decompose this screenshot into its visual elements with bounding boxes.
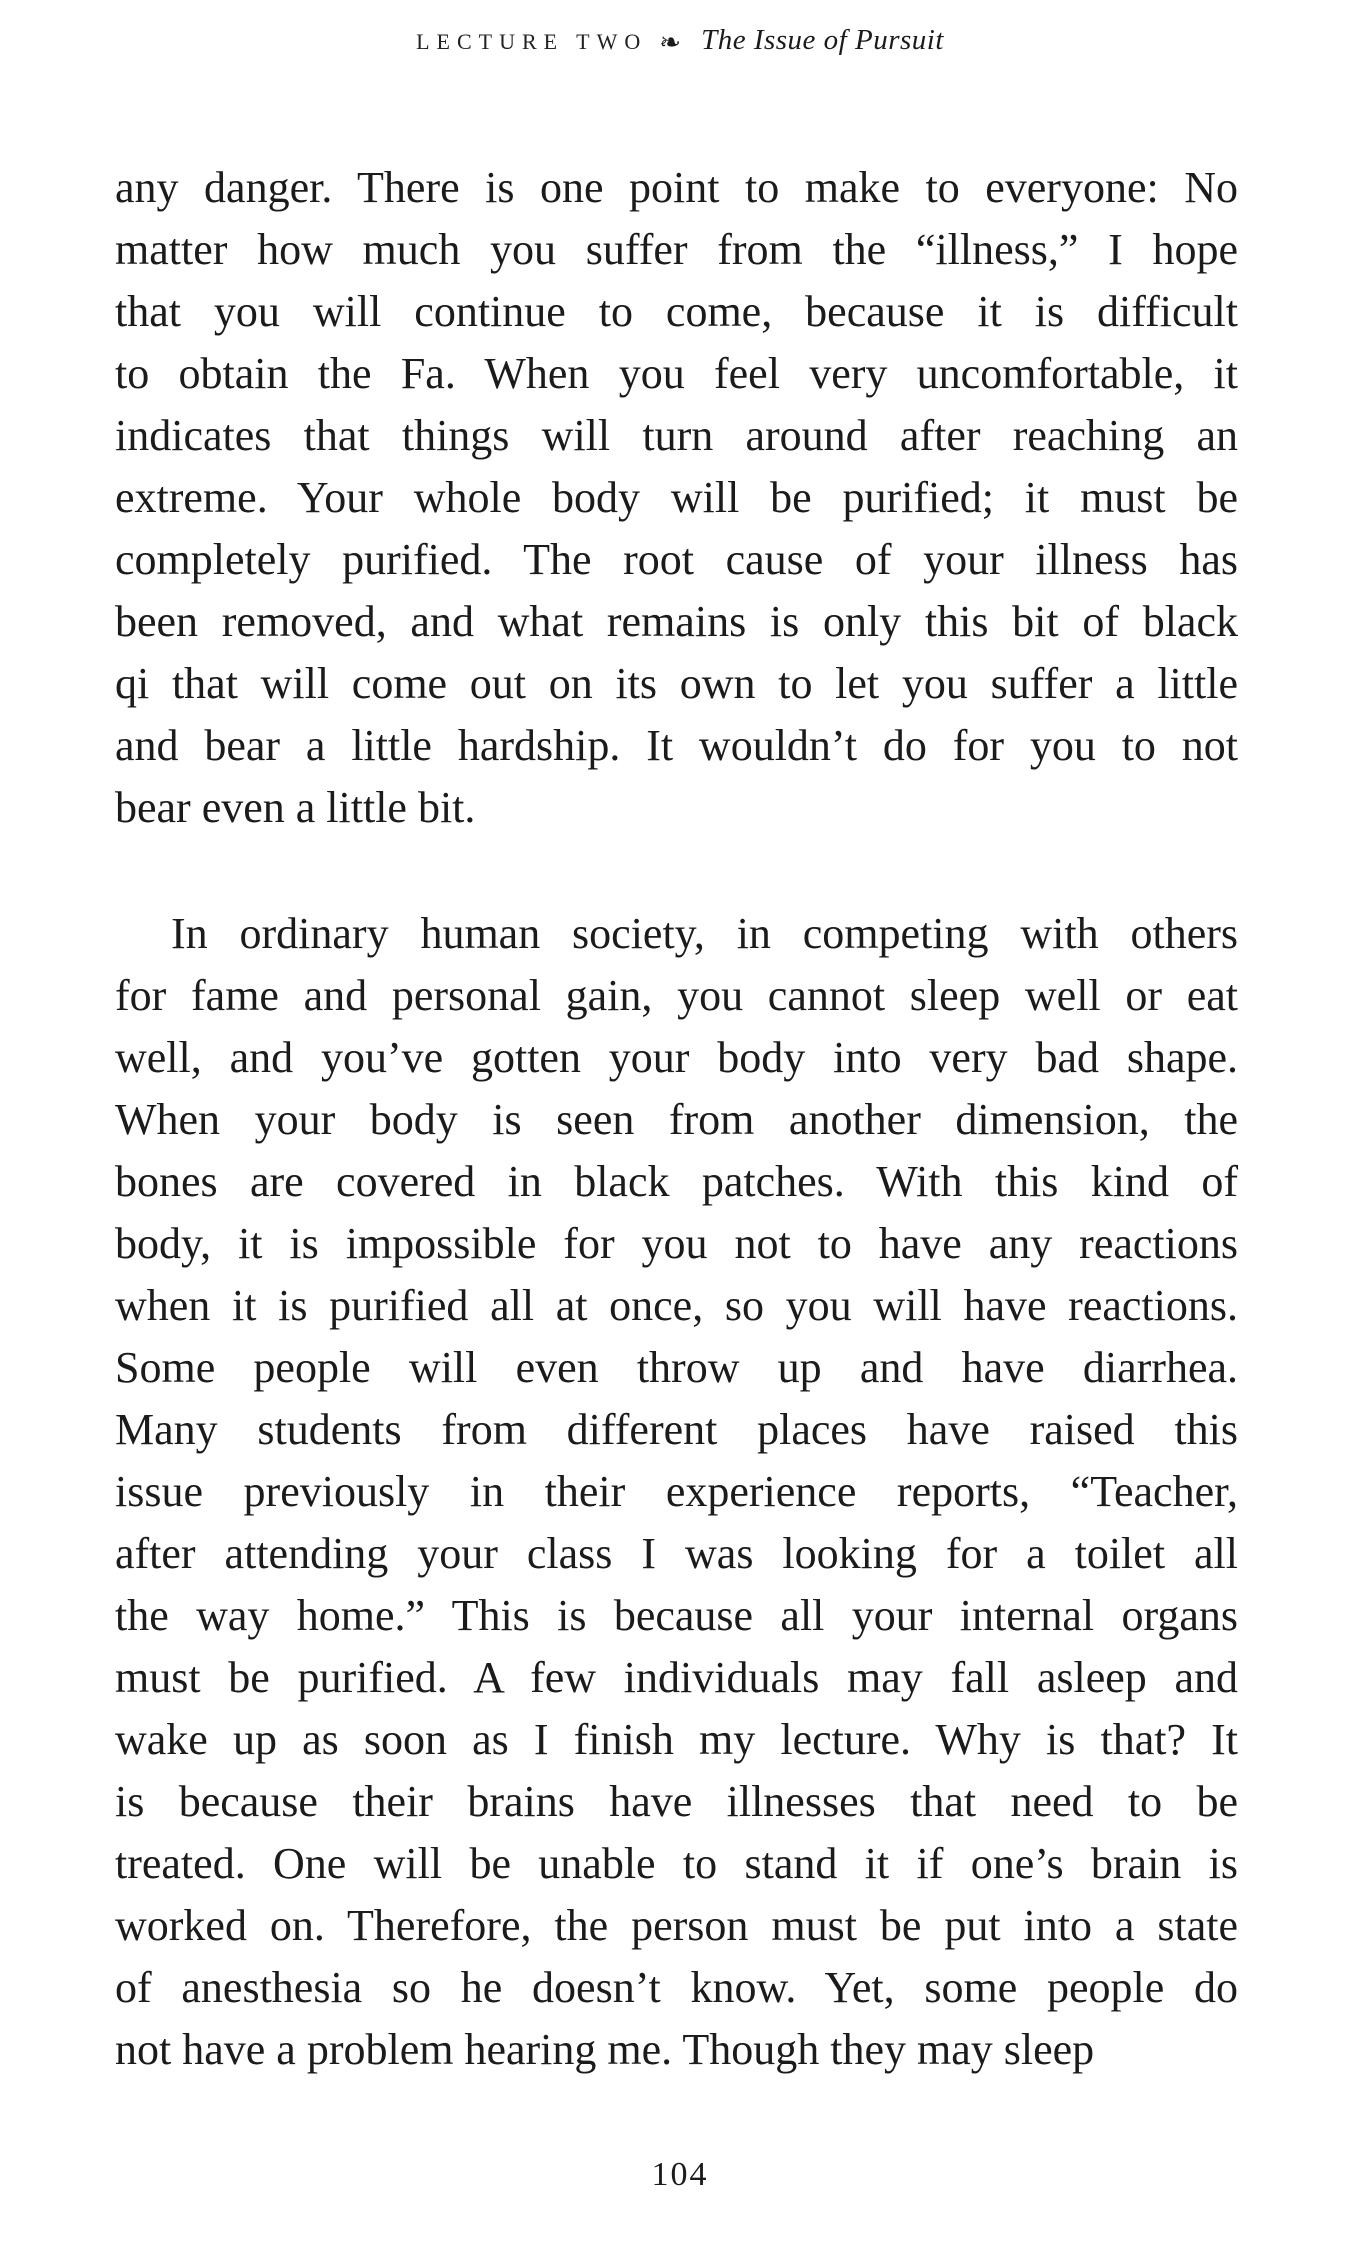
text-line: When your body is seen from another dimension, the [115,1095,1238,1144]
page-footer [0,2156,1360,2194]
text-line: is because their brains have illnesses that need to be [115,1777,1238,1826]
text-line: In ordinary human society, in competing with others [171,909,1238,958]
paragraph [115,157,1238,839]
text-line: indicates that things will turn around after reaching an [115,411,1238,460]
text-line: for fame and personal gain, you cannot sleep well or eat [115,971,1238,1020]
text-line: bones are covered in black patches. With this kind of [115,1157,1238,1206]
page-number: 104 [651,2156,709,2193]
paragraph [115,903,1238,2081]
text-line: qi that will come out on its own to let you suffer a little [115,659,1238,708]
text-line: worked on. Therefore, the person must be put into a state [115,1901,1238,1950]
text-line: Some people will even throw up and have diarrhea. [115,1343,1238,1392]
text-line: matter how much you suffer from the “illness,” I hope [115,225,1238,274]
text-line: well, and you’ve gotten your body into very bad shape. [115,1033,1238,1082]
text-line: Many students from different places have raised this [115,1405,1238,1454]
text-line: of anesthesia so he doesn’t know. Yet, some people do [115,1963,1238,2012]
text-line: body, it is impossible for you not to have any reactions [115,1219,1238,1268]
page-body-text [115,157,1238,2081]
running-header [0,24,1360,57]
running-header-lecture-label: LECTURE TWO [416,29,648,54]
text-line: when it is purified all at once, so you will have reactions. [115,1281,1238,1330]
text-line: and bear a little hardship. It wouldn’t do for you to not [115,721,1238,770]
text-line: treated. One will be unable to stand it if one’s brain is [115,1839,1238,1888]
text-line: that you will continue to come, because it is difficult [115,287,1238,336]
text-line: completely purified. The root cause of your illness has [115,535,1238,584]
text-line: been removed, and what remains is only this bit of black [115,597,1238,646]
text-line: after attending your class I was looking for a toilet all [115,1529,1238,1578]
text-line: bear even a little bit. [115,783,476,832]
text-line: wake up as soon as I finish my lecture. Why is that? It [115,1715,1238,1764]
text-line: extreme. Your whole body will be purified; it must be [115,473,1238,522]
leaf-ornament-icon: ❧ [659,28,682,57]
text-line: the way home.” This is because all your internal organs [115,1591,1238,1640]
running-header-chapter-title: The Issue of Pursuit [701,24,944,56]
text-line: issue previously in their experience reports, “Teacher, [115,1467,1238,1516]
text-line: any danger. There is one point to make to everyone: No [115,163,1238,212]
text-line: to obtain the Fa. When you feel very uncomfortable, it [115,349,1238,398]
text-line: not have a problem hearing me. Though they may sleep [115,2025,1095,2074]
text-line: must be purified. A few individuals may fall asleep and [115,1653,1238,1702]
